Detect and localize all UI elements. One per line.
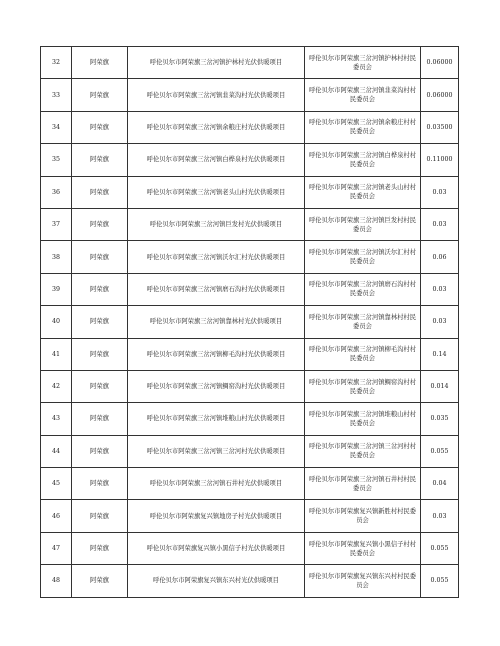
capacity-cell: 0.03 — [421, 176, 459, 208]
capacity-cell: 0.06000 — [421, 47, 459, 79]
table-row — [41, 500, 459, 532]
project-name-cell: 呼伦贝尔市阿荣旗复兴镇地房子村光伏供暖项目 — [128, 500, 305, 532]
county-cell: 阿荣旗 — [72, 403, 128, 435]
table-row — [41, 273, 459, 305]
county-cell: 阿荣旗 — [72, 435, 128, 467]
county-cell: 阿荣旗 — [72, 565, 128, 597]
project-name-cell: 呼伦贝尔市阿荣旗三岔河镇韭菜沟村光伏供暖项目 — [128, 79, 305, 111]
capacity-cell: 0.055 — [421, 435, 459, 467]
owner-cell: 呼伦贝尔市阿荣旗三岔河镇巨发村村民委员会 — [305, 208, 421, 240]
capacity-cell: 0.14 — [421, 338, 459, 370]
project-name-cell: 呼伦贝尔市阿荣旗三岔河镇沃尔汇村光伏供暖项目 — [128, 241, 305, 273]
table-row — [41, 370, 459, 402]
row-number: 41 — [41, 338, 72, 370]
table-row — [41, 144, 459, 176]
owner-cell: 呼伦贝尔市阿荣旗三岔河镇磨石沟村村民委员会 — [305, 273, 421, 305]
project-table — [40, 46, 459, 598]
row-number: 38 — [41, 241, 72, 273]
row-number: 48 — [41, 565, 72, 597]
project-name-cell: 呼伦贝尔市阿荣旗三岔河镇磨石沟村光伏供暖项目 — [128, 273, 305, 305]
row-number: 47 — [41, 532, 72, 564]
row-number: 39 — [41, 273, 72, 305]
table-row — [41, 532, 459, 564]
capacity-cell: 0.03 — [421, 208, 459, 240]
project-name-cell: 呼伦贝尔市阿荣旗三岔河镇柳毛沟村光伏供暖项目 — [128, 338, 305, 370]
project-name-cell: 呼伦贝尔市阿荣旗三岔河镇靠林村光伏供暖项目 — [128, 306, 305, 338]
owner-cell: 呼伦贝尔市阿荣旗三岔河镇靠林村村民委员会 — [305, 306, 421, 338]
row-number: 44 — [41, 435, 72, 467]
county-cell: 阿荣旗 — [72, 500, 128, 532]
table-row — [41, 403, 459, 435]
owner-cell: 呼伦贝尔市阿荣旗三岔河镇堆粮山村村民委员会 — [305, 403, 421, 435]
owner-cell: 呼伦贝尔市阿荣旗三岔河镇鲷窑沟村村民委员会 — [305, 370, 421, 402]
county-cell: 阿荣旗 — [72, 370, 128, 402]
row-number: 46 — [41, 500, 72, 532]
project-name-cell: 呼伦贝尔市阿荣旗三岔河镇老头山村光伏供暖项目 — [128, 176, 305, 208]
owner-cell: 呼伦贝尔市阿荣旗复兴镇新胜村村民委员会 — [305, 500, 421, 532]
owner-cell: 呼伦贝尔市阿荣旗三岔河镇三岔河村村民委员会 — [305, 435, 421, 467]
county-cell: 阿荣旗 — [72, 306, 128, 338]
county-cell: 阿荣旗 — [72, 532, 128, 564]
owner-cell: 呼伦贝尔市阿荣旗三岔河镇老头山村村民委员会 — [305, 176, 421, 208]
row-number: 34 — [41, 111, 72, 143]
county-cell: 阿荣旗 — [72, 468, 128, 500]
project-name-cell: 呼伦贝尔市阿荣旗三岔河镇鲷窑沟村光伏供暖项目 — [128, 370, 305, 402]
project-name-cell: 呼伦贝尔市阿荣旗三岔河镇护林村光伏供暖项目 — [128, 47, 305, 79]
row-number: 32 — [41, 47, 72, 79]
capacity-cell: 0.06 — [421, 241, 459, 273]
project-name-cell: 呼伦贝尔市阿荣旗三岔河镇堆粮山村光伏供暖项目 — [128, 403, 305, 435]
row-number: 45 — [41, 468, 72, 500]
capacity-cell: 0.03 — [421, 306, 459, 338]
table-row — [41, 47, 459, 79]
table-row — [41, 79, 459, 111]
county-cell: 阿荣旗 — [72, 79, 128, 111]
row-number: 43 — [41, 403, 72, 435]
table-row — [41, 468, 459, 500]
county-cell: 阿荣旗 — [72, 111, 128, 143]
table-row — [41, 176, 459, 208]
owner-cell: 呼伦贝尔市阿荣旗三岔河镇石井村村民委员会 — [305, 468, 421, 500]
owner-cell: 呼伦贝尔市阿荣旗三岔河镇柳毛沟村村民委员会 — [305, 338, 421, 370]
owner-cell: 呼伦贝尔市阿荣旗复兴镇小黑信子村村民委员会 — [305, 532, 421, 564]
project-name-cell: 呼伦贝尔市阿荣旗复兴镇小黑信子村光伏供暖项目 — [128, 532, 305, 564]
table-row — [41, 111, 459, 143]
table-row — [41, 208, 459, 240]
capacity-cell: 0.055 — [421, 532, 459, 564]
project-name-cell: 呼伦贝尔市阿荣旗三岔河镇巨发村光伏供暖项目 — [128, 208, 305, 240]
owner-cell: 呼伦贝尔市阿荣旗三岔河镇护林村村民委员会 — [305, 47, 421, 79]
county-cell: 阿荣旗 — [72, 273, 128, 305]
capacity-cell: 0.04 — [421, 468, 459, 500]
row-number: 35 — [41, 144, 72, 176]
project-name-cell: 呼伦贝尔市阿荣旗复兴镇东兴村光伏供暖项目 — [128, 565, 305, 597]
project-name-cell: 呼伦贝尔市阿荣旗三岔河镇三岔河村光伏供暖项目 — [128, 435, 305, 467]
capacity-cell: 0.055 — [421, 565, 459, 597]
table-row — [41, 338, 459, 370]
capacity-cell: 0.06000 — [421, 79, 459, 111]
row-number: 36 — [41, 176, 72, 208]
capacity-cell: 0.03500 — [421, 111, 459, 143]
project-name-cell: 呼伦贝尔市阿荣旗三岔河镇白桦泉村光伏供暖项目 — [128, 144, 305, 176]
owner-cell: 呼伦贝尔市阿荣旗三岔河镇白桦泉村村民委员会 — [305, 144, 421, 176]
capacity-cell: 0.03 — [421, 500, 459, 532]
table-row — [41, 306, 459, 338]
row-number: 33 — [41, 79, 72, 111]
county-cell: 阿荣旗 — [72, 338, 128, 370]
project-name-cell: 呼伦贝尔市阿荣旗三岔河镇余粮庄村光伏供暖项目 — [128, 111, 305, 143]
county-cell: 阿荣旗 — [72, 47, 128, 79]
capacity-cell: 0.014 — [421, 370, 459, 402]
row-number: 42 — [41, 370, 72, 402]
capacity-cell: 0.035 — [421, 403, 459, 435]
owner-cell: 呼伦贝尔市阿荣旗三岔河镇韭菜沟村村民委员会 — [305, 79, 421, 111]
project-name-cell: 呼伦贝尔市阿荣旗三岔河镇石井村光伏供暖项目 — [128, 468, 305, 500]
county-cell: 阿荣旗 — [72, 176, 128, 208]
county-cell: 阿荣旗 — [72, 208, 128, 240]
capacity-cell: 0.11000 — [421, 144, 459, 176]
owner-cell: 呼伦贝尔市阿荣旗三岔河镇余粮庄村村民委员会 — [305, 111, 421, 143]
county-cell: 阿荣旗 — [72, 241, 128, 273]
capacity-cell: 0.03 — [421, 273, 459, 305]
owner-cell: 呼伦贝尔市阿荣旗复兴镇东兴村村民委员会 — [305, 565, 421, 597]
table-row — [41, 565, 459, 597]
table-row — [41, 241, 459, 273]
table-row — [41, 435, 459, 467]
row-number: 37 — [41, 208, 72, 240]
row-number: 40 — [41, 306, 72, 338]
county-cell: 阿荣旗 — [72, 144, 128, 176]
owner-cell: 呼伦贝尔市阿荣旗三岔河镇沃尔汇村村民委员会 — [305, 241, 421, 273]
